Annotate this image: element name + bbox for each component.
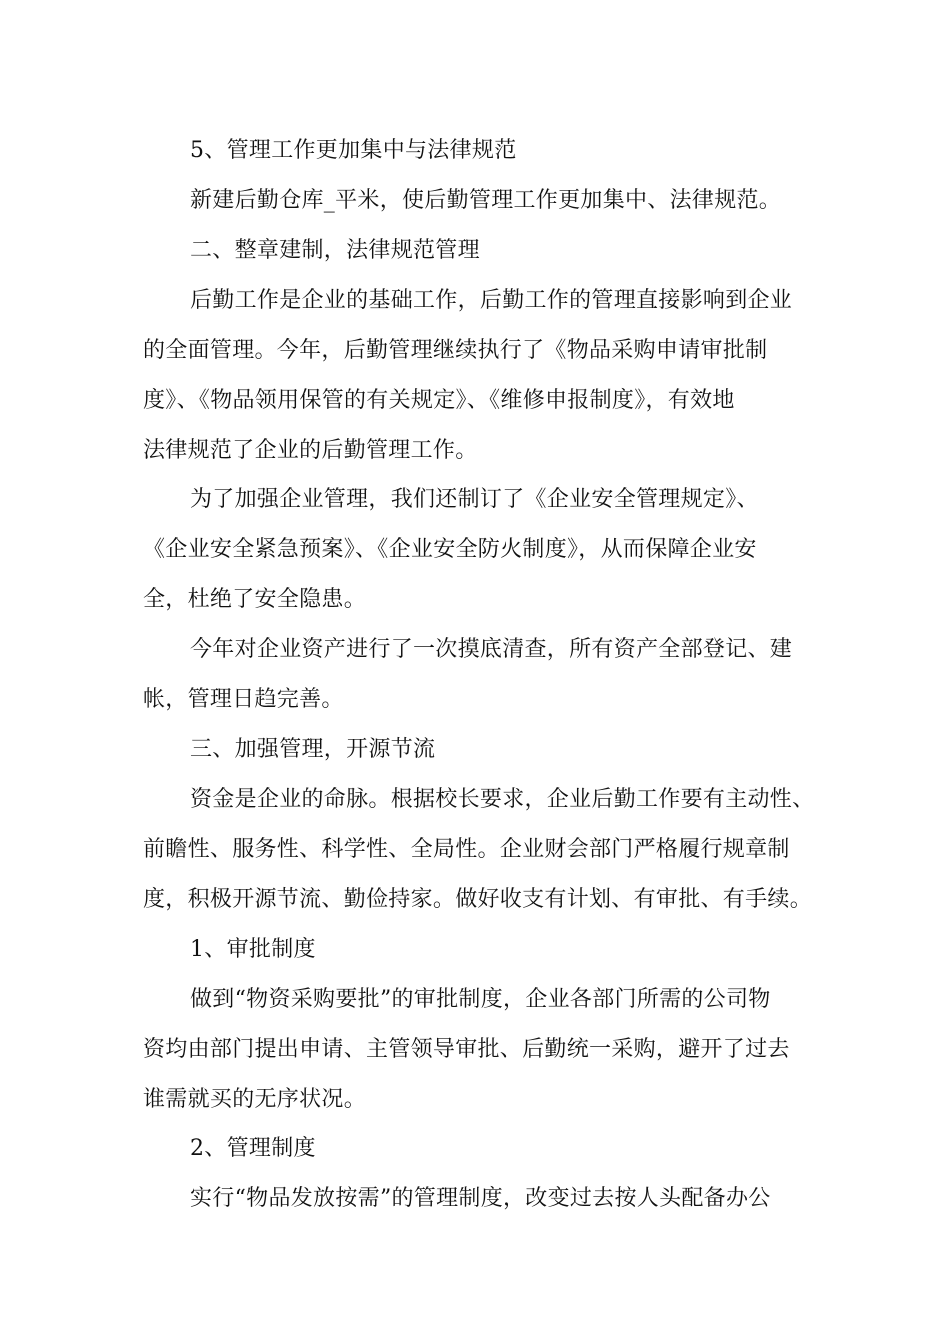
paragraph-line: 资均由部门提出申请、主管领导审批、后勤统一采购，避开了过去 [143,1037,790,1062]
paragraph-line: 今年对企业资产进行了一次摸底清查，所有资产全部登记、建 [190,637,793,662]
heading-5-management: 5、管理工作更加集中与法律规范 [190,138,517,163]
paragraph-line: 后勤工作是企业的基础工作，后勤工作的管理直接影响到企业 [190,288,793,313]
paragraph-line: 前瞻性、服务性、科学性、全局性。企业财会部门严格履行规章制 [143,837,790,862]
paragraph-line: 实行“物品发放按需”的管理制度，改变过去按人头配备办公 [190,1186,771,1211]
paragraph-line: 谁需就买的无序状况。 [143,1087,367,1112]
paragraph-line: 新建后勤仓库_平米，使后勤管理工作更加集中、法律规范。 [190,188,782,213]
paragraph-line: 度，积极开源节流、勤俭持家。做好收支有计划、有审批、有手续。 [143,887,813,912]
paragraph-line: 资金是企业的命脉。根据校长要求，企业后勤工作要有主动性、 [190,787,815,812]
paragraph-line: 的全面管理。今年，后勤管理继续执行了《物品采购申请审批制 [143,338,768,363]
section-heading-3: 三、加强管理，开源节流 [190,737,436,762]
paragraph-line: 为了加强企业管理，我们还制订了《企业安全管理规定》、 [190,487,759,512]
subheading-2: 2、管理制度 [190,1136,316,1161]
subheading-1: 1、审批制度 [190,937,316,962]
paragraph-line: 全，杜绝了安全隐患。 [143,587,367,612]
paragraph-line: 《企业安全紧急预案》、《企业安全防火制度》，从而保障企业安 [143,537,757,562]
paragraph-line: 度》、《物品领用保管的有关规定》、《维修申报制度》，有效地 [143,388,735,413]
paragraph-line: 做到“物资采购要批”的审批制度，企业各部门所需的公司物 [190,987,771,1012]
paragraph-line: 帐，管理日趋完善。 [143,687,344,712]
paragraph-line: 法律规范了企业的后勤管理工作。 [143,438,478,463]
section-heading-2: 二、整章建制，法律规范管理 [190,238,480,263]
